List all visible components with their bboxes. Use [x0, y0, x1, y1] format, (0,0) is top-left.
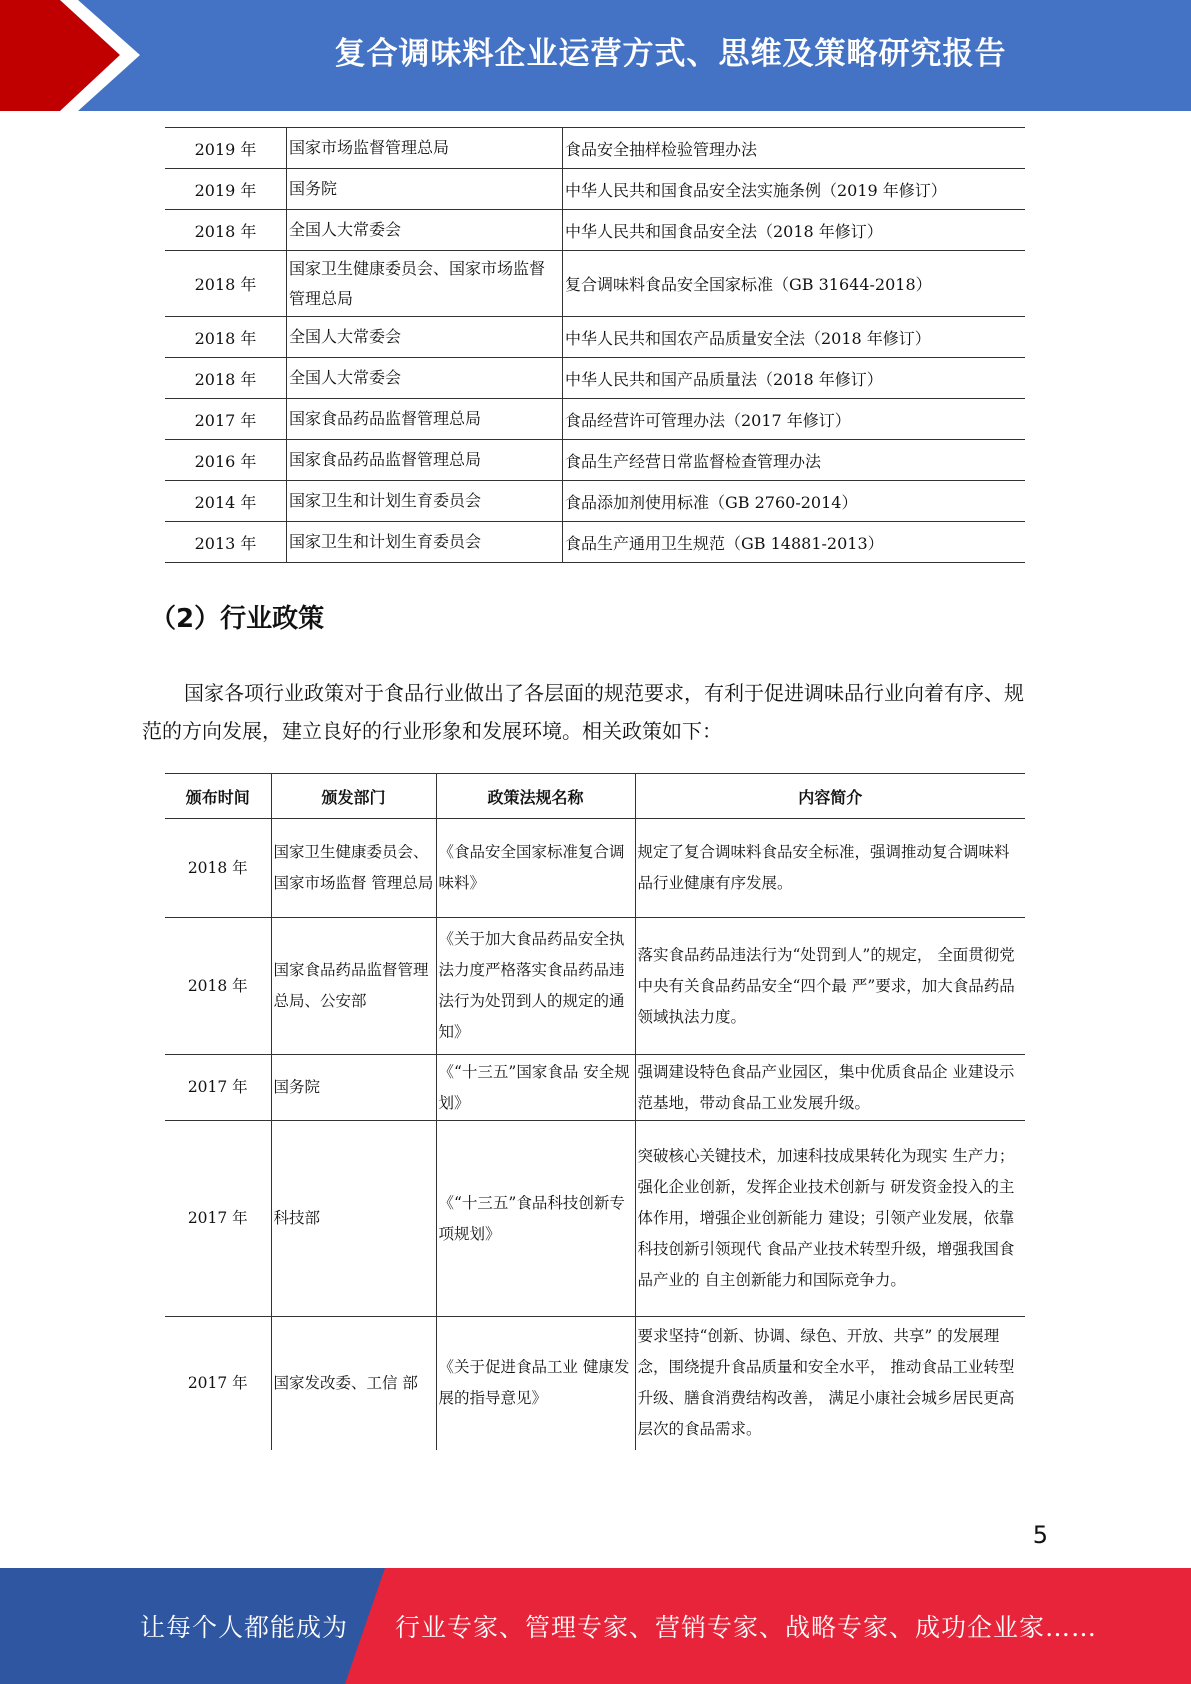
column-header: 政策法规名称 [436, 774, 635, 819]
name-cell: 中华人民共和国产品质量法（2018 年修订） [563, 358, 1026, 399]
name-cell: 食品安全抽样检验管理办法 [563, 128, 1026, 169]
year-cell: 2018 年 [165, 358, 287, 399]
footer-slogan-left: 让每个人都能成为 [140, 1613, 349, 1642]
name-cell: 中华人民共和国食品安全法（2018 年修订） [563, 210, 1026, 251]
table-row [165, 169, 1025, 210]
year-cell: 2018 年 [165, 918, 271, 1055]
dept-cell: 国务院 [271, 1055, 436, 1121]
table-row [165, 440, 1025, 481]
year-cell: 2013 年 [165, 522, 287, 563]
desc-cell: 要求坚持“创新、协调、绿色、开放、共享” 的发展理念，围绕提升食品质量和安全水平， 推动食品工业转型升级、膳食消费结构改善， 满足小康社会城乡居民更高层次的食品需求。 [635, 1317, 1025, 1450]
year-cell: 2014 年 [165, 481, 287, 522]
table-row [165, 251, 1025, 317]
name-cell: 食品生产经营日常监督检查管理办法 [563, 440, 1026, 481]
report-title: 复合调味料企业运营方式、思维及策略研究报告 [334, 35, 1007, 72]
desc-cell: 规定了复合调味料食品安全标准，强调推动复合调味料品行业健康有序发展。 [635, 819, 1025, 918]
dept-cell: 科技部 [271, 1121, 436, 1317]
column-header: 颁发部门 [271, 774, 436, 819]
name-cell: 《“十三五”国家食品 安全规划》 [436, 1055, 635, 1121]
section-paragraph: 国家各项行业政策对于食品行业做出了各层面的规范要求，有利于促进调味品行业向着有序、规范的方向发展，建立良好的行业形象和发展环境。相关政策如下： [142, 681, 1024, 743]
year-cell: 2019 年 [165, 169, 287, 210]
year-cell: 2018 年 [165, 317, 287, 358]
dept-cell: 国家市场监督管理总局 [287, 128, 563, 169]
dept-cell: 国家卫生健康委员会、国家市场监督管理总局 [287, 251, 563, 317]
dept-cell: 国家卫生健康委员会、国家市场监督 管理总局 [271, 819, 436, 918]
name-cell: 中华人民共和国农产品质量安全法（2018 年修订） [563, 317, 1026, 358]
name-cell: 《关于加大食品药品安全执法力度严格落实食品药品违法行为处罚到人的规定的通知》 [436, 918, 635, 1055]
year-cell: 2018 年 [165, 251, 287, 317]
table-row [165, 1055, 1025, 1121]
year-cell: 2016 年 [165, 440, 287, 481]
dept-cell: 国家发改委、工信 部 [271, 1317, 436, 1450]
year-cell: 2017 年 [165, 1055, 271, 1121]
year-cell: 2019 年 [165, 128, 287, 169]
table-row [165, 522, 1025, 563]
name-cell: 《关于促进食品工业 健康发展的指导意见》 [436, 1317, 635, 1450]
name-cell: 复合调味料食品安全国家标准（GB 31644-2018） [563, 251, 1026, 317]
page-footer [0, 1568, 1191, 1684]
column-header: 内容简介 [635, 774, 1025, 819]
table-row [165, 918, 1025, 1055]
desc-cell: 落实食品药品违法行为“处罚到人”的规定， 全面贯彻党中央有关食品药品安全“四个最 严”要求，加大食品药品领域执法力度。 [635, 918, 1025, 1055]
dept-cell: 国务院 [287, 169, 563, 210]
dept-cell: 全国人大常委会 [287, 317, 563, 358]
desc-cell: 强调建设特色食品产业园区，集中优质食品企 业建设示范基地，带动食品工业发展升级。 [635, 1055, 1025, 1121]
dept-cell: 国家食品药品监督管理总局 [287, 440, 563, 481]
name-cell: 食品经营许可管理办法（2017 年修订） [563, 399, 1026, 440]
name-cell: 《食品安全国家标准复合调味料》 [436, 819, 635, 918]
page-number: 5 [1032, 1521, 1048, 1549]
year-cell: 2017 年 [165, 1317, 271, 1450]
year-cell: 2018 年 [165, 210, 287, 251]
name-cell: 食品生产通用卫生规范（GB 14881-2013） [563, 522, 1026, 563]
policy-table [165, 773, 1025, 1450]
table-row [165, 481, 1025, 522]
dept-cell: 国家食品药品监督管理总局、公安部 [271, 918, 436, 1055]
table-row [165, 317, 1025, 358]
table-row [165, 1317, 1025, 1450]
header-arrow-decoration [0, 0, 160, 111]
dept-cell: 国家卫生和计划生育委员会 [287, 481, 563, 522]
table-row [165, 399, 1025, 440]
year-cell: 2018 年 [165, 819, 271, 918]
desc-cell: 突破核心关键技术，加速科技成果转化为现实 生产力；强化企业创新，发挥企业技术创新与 研发资金投入的主体作用，增强企业创新能力 建设；引领产业发展，依靠科技创新引领现代 食品产业技术转型升级，增强我国食品产业的 自主创新能力和国际竞争力。 [635, 1121, 1025, 1317]
year-cell: 2017 年 [165, 1121, 271, 1317]
dept-cell: 国家食品药品监督管理总局 [287, 399, 563, 440]
page-header [0, 0, 1191, 111]
year-cell: 2017 年 [165, 399, 287, 440]
section-heading: （2）行业政策 [150, 604, 325, 634]
dept-cell: 国家卫生和计划生育委员会 [287, 522, 563, 563]
regulations-table [165, 127, 1025, 563]
footer-slogan-right: 行业专家、管理专家、营销专家、战略专家、成功企业家…… [395, 1613, 1098, 1642]
dept-cell: 全国人大常委会 [287, 358, 563, 399]
table-row [165, 819, 1025, 918]
name-cell: 《“十三五”食品科技创新专项规划》 [436, 1121, 635, 1317]
dept-cell: 全国人大常委会 [287, 210, 563, 251]
column-header: 颁布时间 [165, 774, 271, 819]
table-row [165, 128, 1025, 169]
table-row [165, 358, 1025, 399]
name-cell: 食品添加剂使用标准（GB 2760-2014） [563, 481, 1026, 522]
table-header-row [165, 774, 1025, 819]
table-row [165, 1121, 1025, 1317]
name-cell: 中华人民共和国食品安全法实施条例（2019 年修订） [563, 169, 1026, 210]
table-row [165, 210, 1025, 251]
